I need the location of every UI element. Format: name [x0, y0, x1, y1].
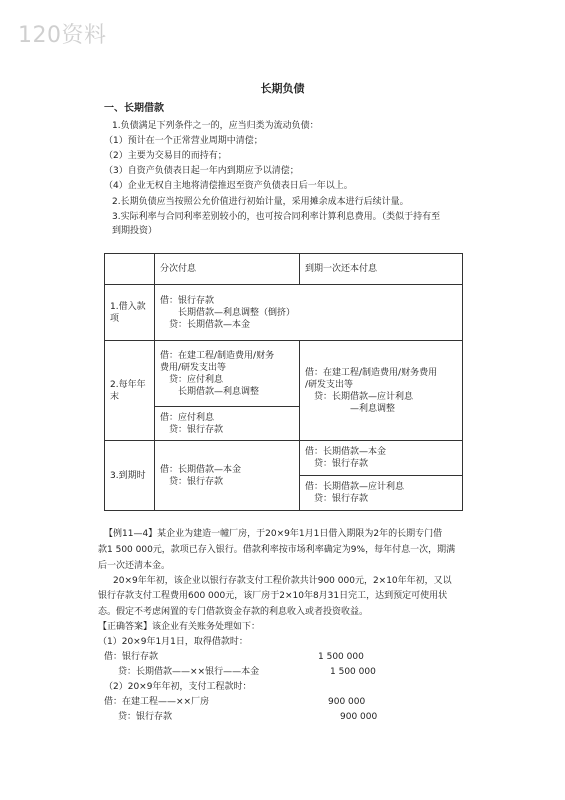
intro-line: （2）主要为交易目的而持有；: [104, 151, 227, 161]
table-header-empty: [105, 254, 155, 285]
row-content: 借：应付利息 贷：银行存款: [155, 407, 300, 441]
debit-amount: 900 000: [328, 697, 366, 707]
debit-amount: 1 500 000: [318, 652, 364, 662]
example-line: 20×9年年初，该企业以银行存款支付工程价款共计900 000元，2×10年年初，又以: [104, 576, 452, 586]
step-heading: （2）20×9年年初，支付工程款时：: [104, 682, 252, 692]
table-header: 分次付息: [155, 254, 300, 285]
example-line: 银行存款支付工程费用600 000元，该厂房于2×10年8月31日完工，达到预定可使用状: [98, 591, 448, 601]
answer-heading: 【正确答案】该企业有关账务处理如下：: [98, 622, 261, 632]
credit-amount: 900 000: [340, 712, 378, 722]
intro-line: （1）预计在一个正常营业周期中清偿；: [104, 136, 263, 146]
row-content: 借：在建工程/制造费用/财务费用 /研发支出等 贷：长期借款—应计利息 —利息调整: [300, 341, 463, 441]
row-label: 1.借入款 项: [105, 285, 155, 341]
row-content: 借：银行存款 长期借款—利息调整（倒挤） 贷：长期借款—本金: [155, 285, 463, 341]
intro-line: 1.负债满足下列条件之一的，应当归类为流动负债：: [112, 121, 319, 131]
row-label: 2.每年年 末: [105, 341, 155, 441]
row-content: 借：长期借款—本金 贷：银行存款: [300, 441, 463, 476]
intro-line: 2.长期负债应当按照公允价值进行初始计量，采用摊余成本进行后续计量。: [112, 197, 409, 207]
row-content: 借：长期借款—应计利息 贷：银行存款: [300, 476, 463, 511]
accounting-table: [104, 253, 463, 511]
intro-line: 到期投资）: [112, 226, 158, 236]
table-header: 到期一次还本付息: [300, 254, 463, 285]
row-content: 借：在建工程/制造费用/财务 费用/研发支出等 贷：应付利息 长期借款—利息调整: [155, 341, 300, 407]
section-heading: 一、长期借款: [104, 103, 164, 114]
row-content: 借：长期借款—本金 贷：银行存款: [155, 441, 300, 511]
watermark: 120资料: [18, 23, 107, 48]
credit-amount: 1 500 000: [330, 667, 376, 677]
intro-line: （4）企业无权自主地将清偿推迟至资产负债表日后一年以上。: [104, 181, 353, 191]
intro-line: 3.实际利率与合同利率差别较小的，也可按合同利率计算利息费用。（类似于持有至: [112, 212, 441, 222]
row-label: 3.到期时: [105, 441, 155, 511]
example-line: 后一次还清本金。: [98, 561, 171, 571]
step-heading: （1）20×9年1月1日，取得借款时：: [98, 637, 248, 647]
example-line: 态。假定不考虑闲置的专门借款资金存款的利息收入或者投资收益。: [98, 607, 369, 617]
intro-line: （3）自资产负债表日起一年内到期应予以清偿；: [104, 166, 299, 176]
example-line: 【例11—4】某企业为建造一幢厂房，于20×9年1月1日借入期限为2年的长期专门借: [104, 529, 443, 539]
credit-label: 贷：长期借款——××银行——本金: [118, 667, 260, 677]
credit-label: 贷：银行存款: [118, 712, 173, 722]
example-line: 款1 500 000元，款项已存入银行。借款利率按市场利率确定为9%，每年付息一次，期满: [98, 545, 456, 555]
page-title: 长期负债: [260, 82, 305, 95]
debit-label: 借：银行存款: [104, 652, 159, 662]
debit-label: 借：在建工程——××厂房: [104, 697, 210, 707]
